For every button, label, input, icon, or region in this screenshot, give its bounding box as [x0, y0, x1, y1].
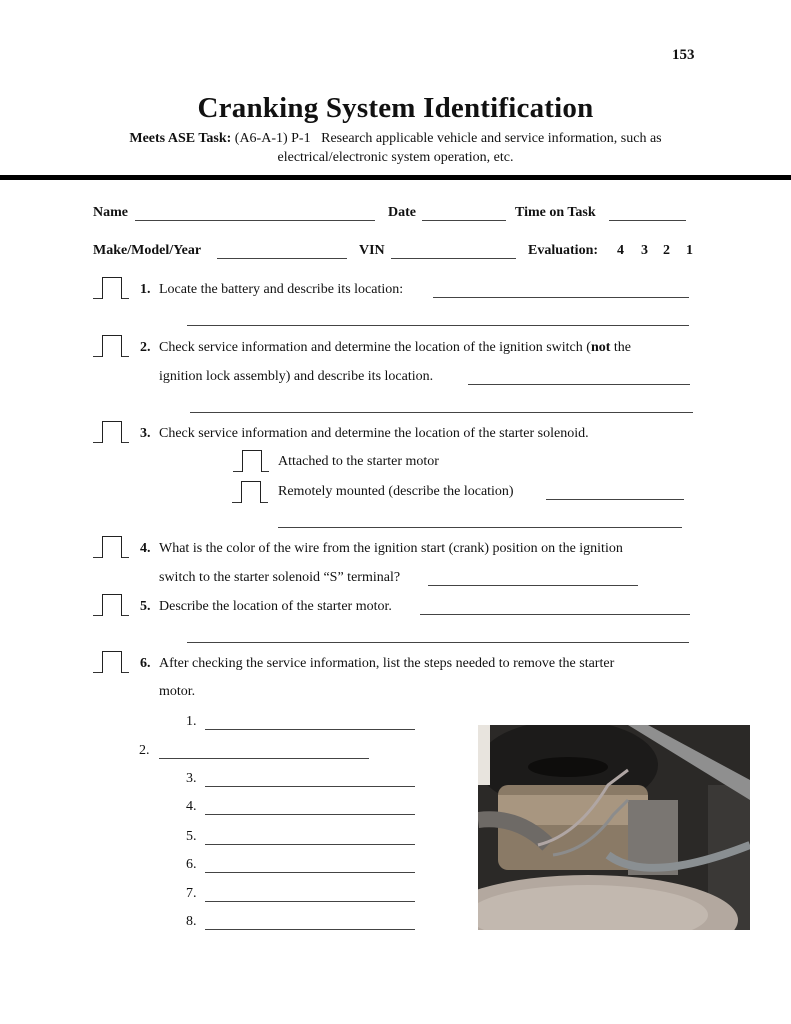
question-4-text-line-2: switch to the starter solenoid “S” terminal?	[159, 570, 401, 585]
question-6-text-line-2: motor.	[159, 684, 196, 699]
step-4-line[interactable]	[205, 814, 415, 815]
question-4-text: What is the color of the wire from the ignition start (crank) position on the ignition	[159, 541, 623, 556]
vin-label: VIN	[359, 243, 385, 258]
question-5-checkbox[interactable]	[93, 592, 129, 616]
question-6-checkbox[interactable]	[93, 649, 129, 673]
question-5-answer-line-1[interactable]	[420, 614, 690, 615]
question-1-answer-line-1[interactable]	[433, 297, 689, 298]
question-3-checkbox[interactable]	[93, 419, 129, 443]
question-3-number: 3.	[140, 426, 151, 441]
question-1-checkbox[interactable]	[93, 275, 129, 299]
date-field[interactable]	[422, 220, 506, 221]
step-7-line[interactable]	[205, 901, 415, 902]
ase-task-line-2: electrical/electronic system operation, etc.	[277, 150, 514, 165]
question-2-number: 2.	[140, 340, 151, 355]
time-on-task-label: Time on Task	[515, 205, 596, 220]
time-on-task-field[interactable]	[609, 220, 686, 221]
step-3-line[interactable]	[205, 786, 415, 787]
question-6-text: After checking the service information, list the steps needed to remove the starter	[159, 656, 615, 671]
question-2-answer-line-2[interactable]	[190, 412, 693, 413]
step-2-number: 2.	[139, 743, 150, 758]
step-8-number: 8.	[186, 914, 197, 929]
step-4-number: 4.	[186, 799, 197, 814]
evaluation-score-3[interactable]: 3	[641, 243, 648, 258]
question-2-text	[159, 340, 631, 356]
question-3-remote-location-line-1[interactable]	[546, 499, 684, 500]
question-2-text-line-2: ignition lock assembly) and describe its location.	[159, 369, 434, 384]
make-model-year-label: Make/Model/Year	[93, 243, 202, 258]
question-2-checkbox[interactable]	[93, 333, 129, 357]
vin-field[interactable]	[391, 258, 516, 259]
ase-task-description: Research applicable vehicle and service information, such as	[321, 131, 662, 146]
question-1-text: Locate the battery and describe its location:	[159, 282, 404, 297]
step-7-number: 7.	[186, 886, 197, 901]
evaluation-score-1[interactable]: 1	[686, 243, 693, 258]
step-8-line[interactable]	[205, 929, 415, 930]
evaluation-score-2[interactable]: 2	[663, 243, 670, 258]
question-2-text-part: the	[610, 340, 631, 355]
evaluation-label: Evaluation:	[528, 243, 599, 258]
page-title: Cranking System Identification	[197, 92, 594, 124]
step-6-line[interactable]	[205, 872, 415, 873]
question-4-number: 4.	[140, 541, 151, 556]
option-remote-label: Remotely mounted (describe the location)	[278, 484, 514, 499]
date-label: Date	[388, 205, 416, 220]
step-5-line[interactable]	[205, 844, 415, 845]
step-2-line[interactable]	[159, 758, 369, 759]
question-5-text: Describe the location of the starter motor.	[159, 599, 392, 614]
option-attached-label: Attached to the starter motor	[278, 454, 439, 469]
name-label: Name	[93, 205, 128, 220]
question-4-answer-line[interactable]	[428, 585, 638, 586]
step-3-number: 3.	[186, 771, 197, 786]
question-3-text: Check service information and determine the location of the starter solenoid.	[159, 426, 589, 441]
evaluation-score-4[interactable]: 4	[617, 243, 624, 258]
step-1-line[interactable]	[205, 729, 415, 730]
question-2-emphasis: not	[590, 340, 611, 355]
starter-motor-photo	[478, 725, 750, 930]
option-remote-checkbox[interactable]	[232, 479, 268, 503]
question-6-number: 6.	[140, 656, 151, 671]
step-5-number: 5.	[186, 829, 197, 844]
question-1-answer-line-2[interactable]	[187, 325, 689, 326]
question-3-remote-location-line-2[interactable]	[278, 527, 682, 528]
question-2-answer-line-1[interactable]	[468, 384, 690, 385]
step-1-number: 1.	[186, 714, 197, 729]
starter-motor-image-icon	[478, 725, 750, 930]
make-model-year-field[interactable]	[217, 258, 347, 259]
page-number: 153	[672, 47, 695, 63]
question-5-answer-line-2[interactable]	[187, 642, 689, 643]
header-divider	[0, 175, 791, 180]
ase-task-label: Meets ASE Task:	[129, 131, 232, 146]
name-field[interactable]	[135, 220, 375, 221]
ase-task-line-1	[0, 131, 791, 147]
question-2-text-part: Check service information and determine the location of the ignition switch (	[159, 340, 591, 355]
ase-task-code: (A6-A-1) P-1	[234, 131, 311, 146]
option-attached-checkbox[interactable]	[233, 448, 269, 472]
question-1-number: 1.	[140, 282, 151, 297]
question-4-checkbox[interactable]	[93, 534, 129, 558]
step-6-number: 6.	[186, 857, 197, 872]
question-5-number: 5.	[140, 599, 151, 614]
